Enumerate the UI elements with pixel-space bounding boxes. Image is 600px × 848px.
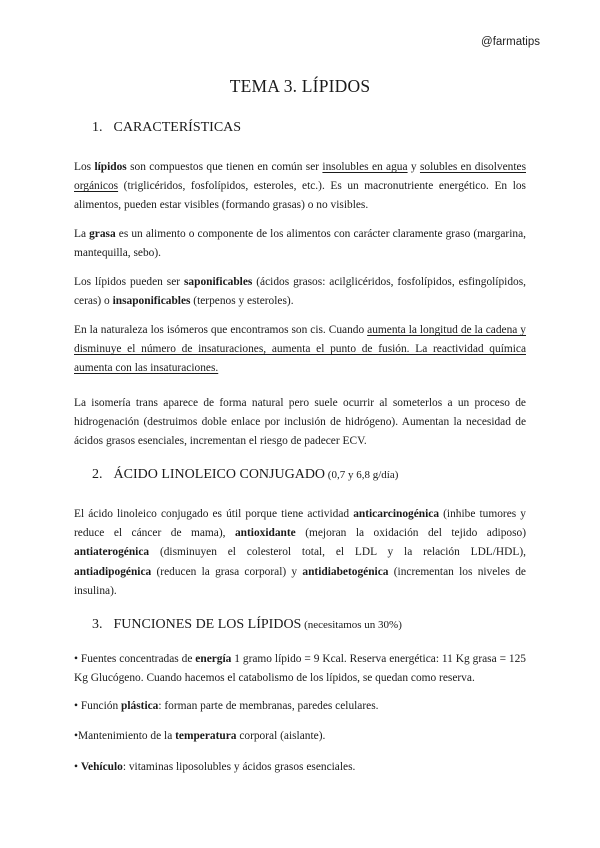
text-run: (disminuyen el colesterol total, el LDL y la relación LDL/HDL), <box>149 546 526 559</box>
paragraph-grasa <box>74 225 526 263</box>
underlined-text: solubles en disolventes orgánicos <box>74 161 526 193</box>
bold-term: saponificables <box>183 276 253 288</box>
bold-term: energía <box>195 653 232 665</box>
text-run: La isomería trans aparece de forma natural pero suele ocurrir al someterlos a un proceso de hidrogenación (destruimos doble enlace por inclusión de hidrógeno). Aumentan la necesidad de ácidos grasos esenciales, incrementan el riesgo de padecer ECV. <box>74 397 526 448</box>
text-run: En la naturaleza los isómeros que encontramos son cis. Cuando <box>74 324 368 336</box>
underlined-text: insolubles en agua <box>322 161 408 173</box>
text-run: • Fuentes concentradas de <box>74 653 196 665</box>
bold-term: anticarcinogénica <box>353 508 440 520</box>
text-run: : forman parte de membranas, paredes celulares. <box>158 700 379 712</box>
text-run: •Mantenimiento de la <box>74 730 176 742</box>
text-run: (terpenos y esteroles). <box>190 295 294 308</box>
bullet-plastica <box>74 697 526 716</box>
text-run: Los lípidos pueden ser <box>74 276 184 288</box>
paragraph-saponificables <box>74 273 526 311</box>
text-run: (ácidos grasos: acilglicéridos, fosfolípidos, esfingolípidos, ceras) o <box>74 276 526 308</box>
section-note: (0,7 y 6,8 g/día) <box>325 469 399 481</box>
bullet-vehiculo <box>74 758 526 777</box>
paragraph-isomeros-cis <box>74 321 526 379</box>
text-run: 1 gramo lípido = 9 Kcal. Reserva energética: 11 Kg grasa = 125 Kg Glucógeno. Cuando hacemos el catabolismo de los lípidos, se quedan como reserva. <box>74 653 526 685</box>
text-run: La <box>74 228 90 240</box>
section-title: CARACTERÍSTICAS <box>113 120 242 135</box>
text-run: y <box>407 161 420 173</box>
brand-handle: @farmatips <box>481 36 540 48</box>
section-number: 2. <box>92 467 103 482</box>
section-title: FUNCIONES DE LOS LÍPIDOS <box>113 617 302 632</box>
text-run: (reducen la grasa corporal) y <box>151 565 303 578</box>
text-run: El ácido linoleico conjugado es útil porque tiene actividad <box>74 508 354 520</box>
bold-term: antidiabetogénica <box>302 565 389 578</box>
bold-term: grasa <box>89 228 116 240</box>
bold-term: insaponificables <box>112 295 191 308</box>
section-heading-acido-linoleico <box>92 467 398 483</box>
paragraph-isomeria-trans <box>74 394 526 452</box>
bullet-energia <box>74 650 526 688</box>
text-run: (incrementan los niveles de insulina). <box>74 565 526 597</box>
underlined-text: aumenta la longitud de la cadena y disminuye el número de insaturaciones, aumenta el punto de fusión. La reactividad química aumenta con las insaturaciones. <box>74 324 527 375</box>
text-run: corporal (aislante). <box>236 730 326 742</box>
bullet-temperatura <box>74 727 526 746</box>
section-number: 3. <box>92 617 103 632</box>
text-run: : vitaminas liposolubles y ácidos grasos esenciales. <box>122 761 356 773</box>
bold-term: antiadipogénica <box>74 565 152 578</box>
section-note: (necesitamos un 30%) <box>301 619 402 631</box>
paragraph-lipidos-definicion <box>74 158 526 216</box>
page-title: TEMA 3. LÍPIDOS <box>229 76 371 96</box>
bold-term: lípidos <box>94 161 127 173</box>
section-number: 1. <box>92 120 103 135</box>
text-run: es un alimento o componente de los alimentos con carácter claramente graso (margarina, mantequilla, sebo). <box>74 228 526 260</box>
text-run: • <box>74 761 81 773</box>
text-run: (mejoran la oxidación del tejido adiposo) <box>295 527 527 540</box>
bold-term: antioxidante <box>234 527 296 540</box>
bold-term: temperatura <box>175 730 237 742</box>
text-run: son compuestos que tienen en común ser <box>126 161 323 173</box>
section-heading-caracteristicas <box>92 120 241 136</box>
bold-term: plástica <box>121 700 159 712</box>
bold-term: antiaterogénica <box>74 546 150 559</box>
text-run: (inhibe tumores y reduce el cáncer de mama), <box>74 508 526 540</box>
text-run: • Función <box>74 700 122 712</box>
text-run: (triglicéridos, fosfolípidos, esteroles, etc.). Es un macronutriente energético. En los alimentos, pueden estar visibles (formando grasas) o no visibles. <box>74 180 526 212</box>
bold-term: Vehículo <box>80 761 123 773</box>
paragraph-acido-linoleico <box>74 505 526 601</box>
section-title: ÁCIDO LINOLEICO CONJUGADO <box>113 467 326 482</box>
section-heading-funciones <box>92 617 402 633</box>
text-run: Los <box>74 161 95 173</box>
